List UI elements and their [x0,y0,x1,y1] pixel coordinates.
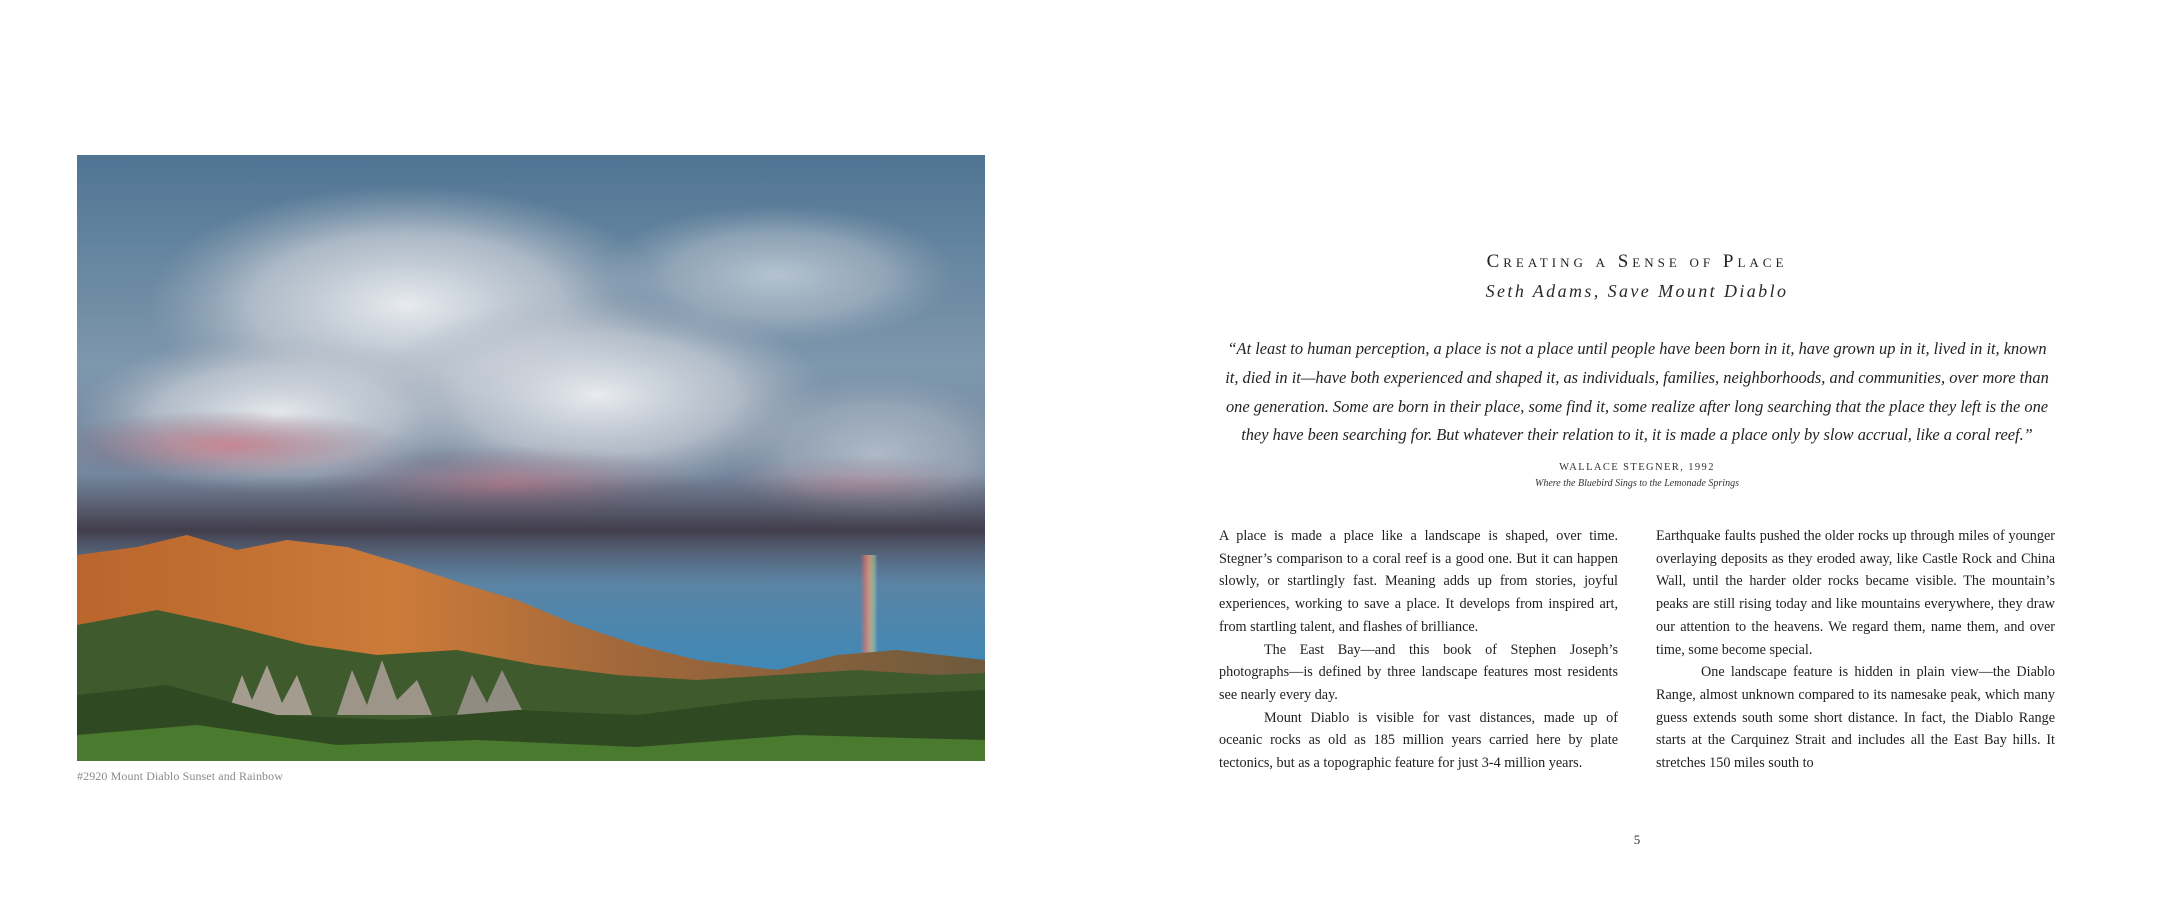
page-number: 5 [1633,832,1641,847]
body-paragraph: One landscape feature is hidden in plain view—the Diablo Range, almost unknown compared to its namesake peak, which many guess extends south some short distance. In fact, the Diablo Range starts at the Carquinez Strait and includes all the East Bay hills. It stretches 150 miles south to [1656,664,2055,772]
epigraph-work: Where the Bluebird Sings to the Lemonade Springs [1535,478,1739,489]
chapter-title: Creating a Sense of Place [1486,251,1788,272]
body-column-left [1219,525,1618,775]
mountain-sunset-rainbow-image [77,155,985,761]
photo-caption: #2920 Mount Diablo Sunset and Rainbow [77,769,284,783]
body-paragraph: The East Bay—and this book of Stephen Joseph’s photographs—is defined by three landscape features most residents see nearly every day. [1219,641,1618,703]
body-paragraph: Mount Diablo is visible for vast distances, made up of oceanic rocks as old as 185 million years carried here by plate tectonics, but as a topographic feature for just 3-4 million years. [1219,709,1618,772]
chapter-heading [1219,248,2055,306]
epigraph-author: WALLACE STEGNER, 1992 [1559,462,1715,473]
epigraph-attribution [1219,460,2055,492]
body-column-right [1656,525,2055,775]
body-paragraph: A place is made a place like a landscape is shaped, over time. Stegner’s comparison to a coral reef is a good one. But it can happen slowly, or startlingly fast. Meaning adds up from stories, joyful experiences, working to save a place. It develops from inspired art, from startling talent, and flashes of brilliance. [1219,528,1618,635]
body-paragraph: Earthquake faults pushed the older rocks up through miles of younger overlaying deposits as they eroded away, like Castle Rock and China Wall, until the harder older rocks became visible. The mountain’s peaks are still rising today and like mountains everywhere, they draw our attention to the heavens. We regard them, name them, and over time, some become special. [1656,528,2055,658]
landscape-photo [77,155,985,761]
epigraph-quote: “At least to human perception, a place is not a place until people have been born in it, have grown up in it, lived in it, known it, died in it—have both experienced and shaped it, as individuals, families, neighborhoods, and communities, over more than one generation. Some are born in their place, some find it, some realize after long searching that the place they left is the one they have been searching for. But whatever their relation to it, it is made a place only by slow accrual, like a coral reef.” [1225,339,2049,445]
chapter-author: Seth Adams, Save Mount Diablo [1485,281,1789,301]
